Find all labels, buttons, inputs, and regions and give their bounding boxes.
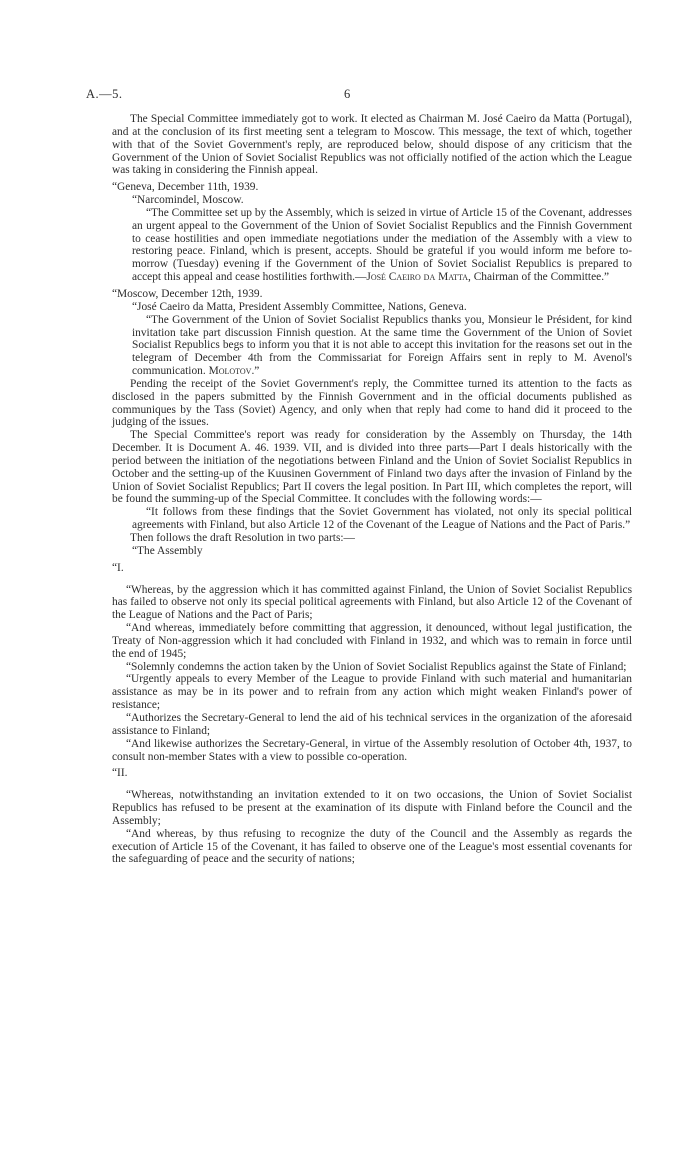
paragraph-pending-reply: Pending the receipt of the Soviet Government's reply, the Committee turned its attention to the facts as disclosed in the papers submitted by the Finnish Government and in the official documents published as communiques by the Tass (Soviet) Agency, and only when that reply had come to hand did it proceed to the judging of the issues. [112, 377, 632, 429]
resolution-clause: “Urgently appeals to every Member of the League to provide Finland with such material and humanitarian assistance as may be in its power and to refrain from any action which might weaken Finland's power of resistance; [112, 673, 632, 712]
resolution-part-one-heading: “I. [112, 561, 124, 574]
quote-findings: “It follows from these findings that the Soviet Government has violated, not only its special political agreements with Finland, but also Article 12 of the Covenant of the League of Nations and the Pact of Paris.” [132, 506, 632, 532]
telegram-geneva-text [132, 207, 632, 284]
dateline-geneva: “Geneva, December 11th, 1939. [112, 181, 259, 194]
resolution-clause: “Whereas, notwithstanding an invitation extended to it on two occasions, the Union of Soviet Socialist Republics has refused to be present at the examination of its dispute with Finland before the Council and the Assembly; [112, 789, 632, 827]
resolution-preamble: “The Assembly [132, 544, 203, 557]
paragraph-committee-report: The Special Committee's report was ready for consideration by the Assembly on Thursday, the 14th December. It is Document A. 46. 1939. VII, and is divided into three parts—Part I deals historically with the period between the initiation of the negotiations between Finland and the Union of Soviet Socialist Republics in October and the setting-up of the Kuusinen Government of Finland two days after the invasion of Finland by the Union of Soviet Socialist Republics; Part II covers the legal position. In Part III, which completes the report, will be found the summing-up of the Special Committee. It concludes with the following words:— [112, 429, 632, 506]
dateline-moscow: “Moscow, December 12th, 1939. [112, 287, 263, 300]
telegram-moscow-body: “The Government of the Union of Soviet Socialist Republics thanks you, Monsieur le Président, for kind invitation take part discussion Finnish question. At the same time the Government of the Union of Soviet Socialist Republics begs to inform you that it is not able to accept this invitation for the reasons set out in the telegram of December 4th from the Commissariat for Foreign Affairs sent in reply to M. Avenol's communication. [132, 313, 632, 378]
document-reference: A.—5. [86, 87, 123, 101]
paragraph-committee-work: The Special Committee immediately got to work. It elected as Chairman M. José Caeiro da Matta (Portugal), and at the conclusion of its first meeting sent a telegram to Moscow. This message, the text of which, together with that of the Soviet Government's reply, are reproduced below, should dispose of any criticism that the Government of the Union of Soviet Socialist Republics was not officially notified of the action which the League was taking in considering the Finnish appeal. [112, 113, 632, 177]
telegram-address-geneva: “José Caeiro da Matta, President Assembly Committee, Nations, Geneva. [132, 300, 467, 313]
resolution-clause: “And whereas, immediately before committing that aggression, it denounced, without legal justification, the Treaty of Non-aggression which it had concluded with Finland in 1932, and which was to remain in force until the end of 1945; [112, 622, 632, 660]
page-number: 6 [344, 87, 351, 101]
resolution-part-two-heading: “II. [112, 767, 128, 780]
telegram-geneva-body: “The Committee set up by the Assembly, which is seized in virtue of Article 15 of the Covenant, addresses an urgent appeal to the Government of the Union of Soviet Socialist Republics and the Finnish Government to cease hostilities and open immediate negotiations under the mediation of the Assembly with a view to restoring peace. Finland, which is present, accepts. Should be grateful if you would inform me before to-morrow (Tuesday) evening if the Government of the Union of Soviet Socialist Republics is prepared to accept this appeal and cease hostilities forthwith.— [132, 206, 632, 284]
telegram-geneva-signature: José Caeiro da Matta [366, 271, 469, 284]
document-body [112, 113, 632, 866]
resolution-clause: “Authorizes the Secretary-General to lend the aid of his technical services in the organization of the aforesaid assistance to Finland; [112, 711, 632, 737]
resolution-clause: “Whereas, by the aggression which it has committed against Finland, the Union of Soviet Socialist Republics has failed to observe not only its special political agreements with Finland, but also Article 12 of the Covenant of the League of Nations and the Pact of Paris; [112, 583, 632, 622]
resolution-clause: “Solemnly condemns the action taken by the Union of Soviet Socialist Republics against the State of Finland; [126, 660, 627, 673]
resolution-clause: “And likewise authorizes the Secretary-General, in virtue of the Assembly resolution of October 4th, 1937, to consult non-member States with a view to possible co-operation. [112, 737, 632, 763]
telegram-moscow-text [132, 314, 632, 378]
paragraph-draft-resolution: Then follows the draft Resolution in two parts:— [130, 532, 355, 544]
telegram-address-moscow: “Narcomindel, Moscow. [132, 194, 244, 207]
telegram-moscow-signature: Molotov [208, 365, 252, 378]
telegram-geneva-closing: , Chairman of the Committee.” [468, 271, 610, 284]
resolution-clause: “And whereas, by thus refusing to recognize the duty of the Council and the Assembly as regards the execution of Article 15 of the Covenant, it has failed to observe one of the League's most essential covenants for the safeguarding of peace and the security of nations; [112, 827, 632, 866]
telegram-moscow-closing: .” [251, 365, 260, 378]
